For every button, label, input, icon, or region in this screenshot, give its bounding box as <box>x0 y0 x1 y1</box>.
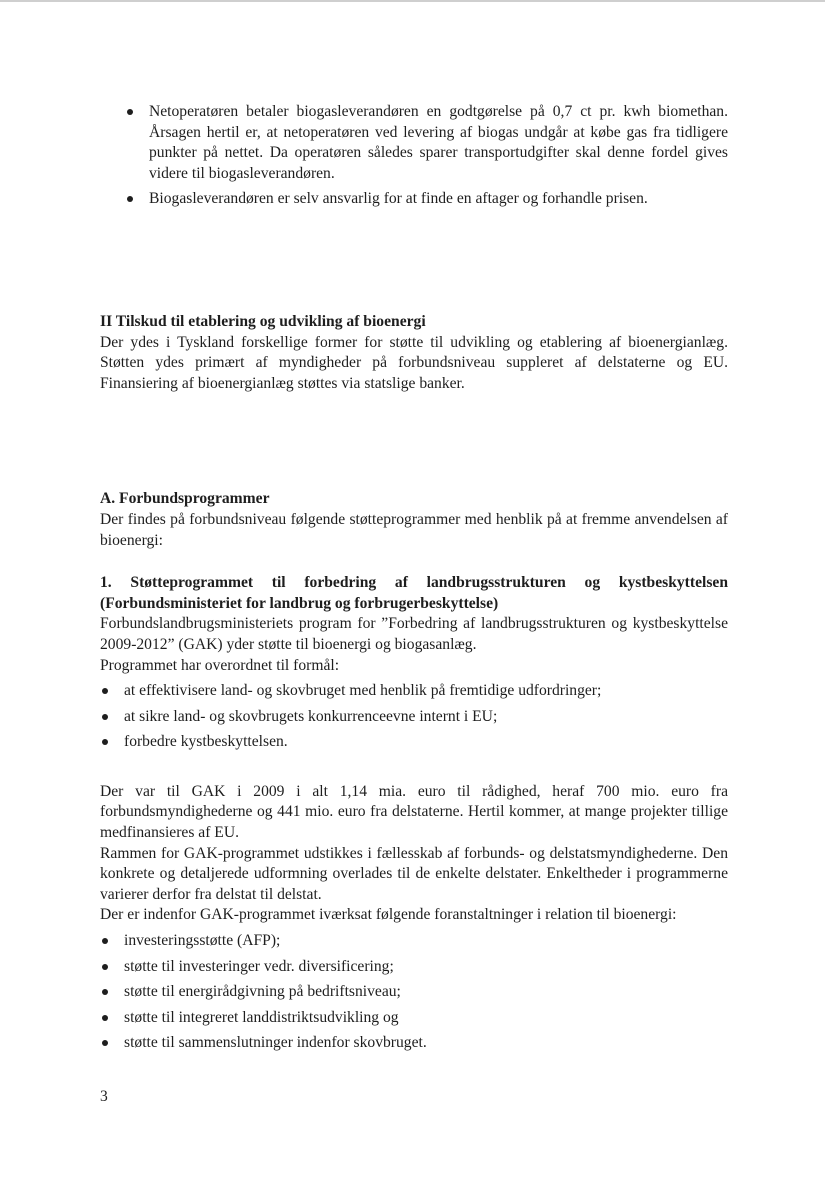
list-item: investeringsstøtte (AFP); <box>100 931 728 952</box>
aims-list <box>100 681 728 753</box>
program-intro: Forbundslandbrugsministeriets program for ”Forbedring af landbrugsstrukturen og kystbeskyttelse 2009-2012” (GAK) yder støtte til bioenergi og biogasanlæg. <box>100 615 728 653</box>
section-paragraph: Der findes på forbundsniveau følgende støtteprogrammer med henblik på at fremme anvendelsen af bioenergi: <box>100 510 728 549</box>
list-item: støtte til sammenslutninger indenfor skovbruget. <box>100 1033 728 1054</box>
page-top-edge <box>0 0 825 2</box>
measures-intro: Der er indenfor GAK-programmet iværksat følgende foranstaltninger i relation til bioenergi: <box>100 906 677 924</box>
list-item: at sikre land- og skovbrugets konkurrenceevne internt i EU; <box>100 707 728 728</box>
section-program-1 <box>100 573 728 1054</box>
funding-paragraph: Der var til GAK i 2009 i alt 1,14 mia. euro til rådighed, heraf 700 mio. euro fra forbundsmyndighederne og 441 mio. euro fra delstaterne. Hertil kommer, at mange projekter tillige medfinansieres af EU. <box>100 782 728 842</box>
section-heading: II Tilskud til etablering og udvikling af bioenergi <box>100 312 426 330</box>
list-item: Netoperatøren betaler biogasleverandøren en godtgørelse på 0,7 ct pr. kwh biomethan. Årsagen hertil er, at netoperatøren ved levering af biogas undgår at købe gas fra tidligere punkter på nettet. Da operatøren således sparer transportudgifter skal denne fordel gives videre til biogasleverandøren. <box>100 102 728 184</box>
section-tilskud <box>100 312 728 394</box>
list-item: at effektivisere land- og skovbruget med henblik på fremtidige udfordringer; <box>100 681 728 702</box>
measures-list <box>100 931 728 1054</box>
list-item: støtte til investeringer vedr. diversificering; <box>100 957 728 978</box>
aims-intro: Programmet har overordnet til formål: <box>100 656 340 674</box>
program-heading: 1. Støtteprogrammet til forbedring af landbrugsstrukturen og kystbeskyttelsen (Forbundsministeriet for landbrug og forbrugerbeskyttelse) <box>100 574 728 612</box>
list-item: støtte til energirådgivning på bedriftsniveau; <box>100 982 728 1003</box>
framework-paragraph: Rammen for GAK-programmet udstikkes i fællesskab af forbunds- og delstatsmyndighederne. Den konkrete og detaljerede udformning overlades til de enkelte delstater. Enkeltheder i programmerne varierer derfor fra delstat til delstat. <box>100 844 728 903</box>
section-forbundsprogrammer <box>100 489 728 551</box>
section-paragraph: Der ydes i Tyskland forskellige former for støtte til udvikling og etablering af bioenergianlæg. Støtten ydes primært af myndigheder på forbundsniveau suppleret af delstaterne og EU. Finansiering af bioenergianlæg støttes via statslige banker. <box>100 333 728 392</box>
list-item: forbedre kystbeskyttelsen. <box>100 732 728 753</box>
list-item: Biogasleverandøren er selv ansvarlig for at finde en aftager og forhandle prisen. <box>100 189 728 210</box>
page-number: 3 <box>100 1088 108 1105</box>
top-bullet-list <box>100 102 728 210</box>
list-item: støtte til integreret landdistriktsudvikling og <box>100 1008 728 1029</box>
section-heading: A. Forbundsprogrammer <box>100 490 270 508</box>
document-body <box>100 102 728 1059</box>
